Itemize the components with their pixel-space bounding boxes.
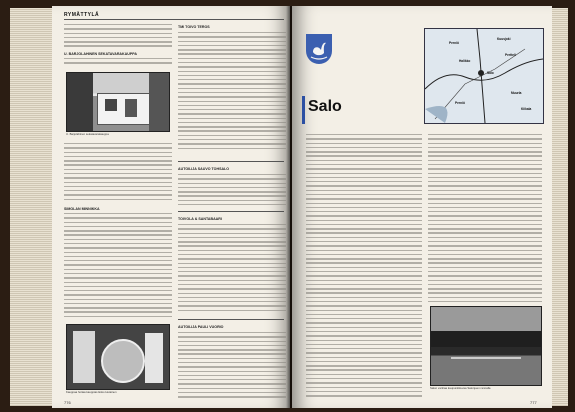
text-block <box>306 134 422 399</box>
photo-window <box>105 99 117 111</box>
photo-wheel <box>101 339 145 383</box>
section-heading: TOIVOLA & SANTABAARI <box>178 217 222 221</box>
store-photo <box>66 72 170 132</box>
photo-tree <box>149 73 169 131</box>
book-page-edges-left <box>10 8 54 406</box>
text-block <box>178 224 286 314</box>
swan-icon <box>306 34 332 64</box>
section-heading: U. BARJOLAHINEN SEKATAVARAKAUPPA <box>64 52 137 56</box>
header-rule <box>64 19 284 20</box>
text-block <box>64 213 172 320</box>
left-page <box>52 6 290 408</box>
text-block <box>64 24 172 50</box>
section-rule <box>178 161 284 162</box>
title-accent-bar <box>302 96 305 124</box>
photo-tree <box>67 73 93 131</box>
section-heading: TMI TOIVO TEROS <box>178 25 210 29</box>
text-block <box>428 134 542 305</box>
page-number: 776 <box>64 400 71 405</box>
text-block <box>178 174 286 208</box>
map-label: Kuusjoki <box>497 37 511 41</box>
salo-coat-of-arms <box>306 34 332 64</box>
section-heading: AUTOILIJA SAUVO TOHSALO <box>178 167 230 171</box>
region-map <box>424 28 544 124</box>
photo-door <box>125 99 137 117</box>
map-label: Perniö <box>449 41 459 45</box>
photo-treeline <box>431 331 541 347</box>
page-header: RYMÄTTYLÄ <box>64 12 100 18</box>
text-block <box>178 32 286 152</box>
photo-reflection <box>451 357 521 359</box>
section-rule <box>178 319 284 320</box>
photo-caption: Kauppaa hoitaa kauppias Esko Hetainen <box>66 390 117 394</box>
photo-person <box>73 331 95 383</box>
text-block <box>64 58 172 67</box>
map-label: Salo <box>487 71 494 75</box>
section-heading: SIMOLAN MINNIKKA <box>64 207 100 211</box>
map-label: Pertteli <box>505 53 516 57</box>
map-label: Halikko <box>459 59 471 63</box>
river-photo <box>430 306 542 386</box>
shop-interior-photo <box>66 324 170 390</box>
page-title: Salo <box>308 98 342 115</box>
section-heading: AUTOILIJA PAULI VUORIO <box>178 325 224 329</box>
map-label: Perniö <box>455 101 465 105</box>
section-rule <box>178 211 284 212</box>
text-block <box>178 332 286 401</box>
right-page <box>292 6 552 408</box>
text-block <box>64 143 172 203</box>
page-number: 777 <box>530 400 537 405</box>
photo-person <box>145 333 163 383</box>
photo-caption: Salon vanhaa kaupunkikuvaa Salonjoen rannalla <box>430 386 491 390</box>
map-label: Kiikala <box>521 107 532 111</box>
photo-caption: U. Barjolahinen sekatavarakauppa <box>66 132 109 136</box>
map-label: Muurla <box>511 91 522 95</box>
